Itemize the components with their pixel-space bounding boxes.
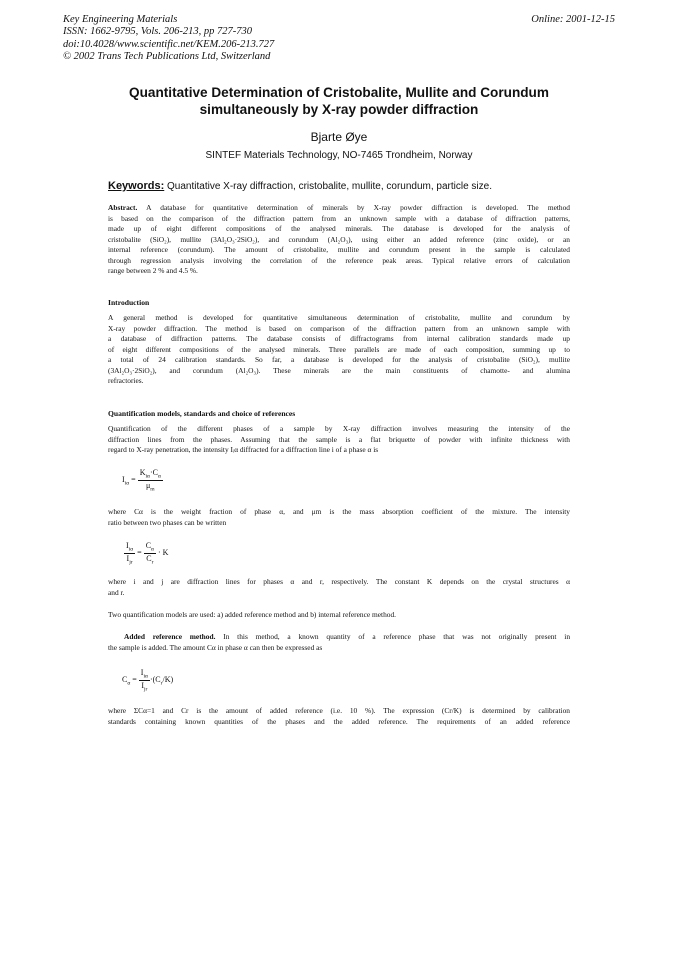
abstract-line: cristobalite (SiO₂), mullite (3Al₂O₃·2SiO₂), and corundum (Al₂O₃), using either an added reference (zinc oxide), or an xyxy=(108,234,570,244)
abstract xyxy=(108,203,570,277)
keywords xyxy=(108,180,492,192)
added-reference-label: Added reference method. xyxy=(124,632,216,641)
final-text xyxy=(108,706,570,727)
copyright-line: © 2002 Trans Tech Publications Ltd, Switzerland xyxy=(63,51,271,63)
text-line: and r. xyxy=(108,587,125,597)
paper-title xyxy=(70,84,608,118)
abstract-line: made up of eight different compositions of the analysed minerals. The database is developed for the analysis of xyxy=(108,224,570,233)
text-line: the sample is added. The amount Cα in phase α can then be expressed as xyxy=(108,642,323,652)
introduction-text xyxy=(108,313,570,387)
models-sentence: Two quantification models are used: a) added reference method and b) internal reference method. xyxy=(108,610,396,619)
intro-line: a total of 24 calibration standards. So far, a database is developed for the analysis of cristobalite (SiO₂), mullite xyxy=(108,355,570,364)
issn-line: ISSN: 1662-9795, Vols. 206-213, pp 727-730 xyxy=(63,26,252,38)
intro-line: (3Al₂O₃·2SiO₂), and corundum (Al₂O₃). These minerals are the main constituents of chamotte- and alumina xyxy=(108,365,570,375)
abstract-line: range between 2 % and 4.5 %. xyxy=(108,266,198,275)
intro-line: a database of diffraction patterns. The database consists of diffractograms from internal calibration standards made up xyxy=(108,334,570,343)
intro-line: refractories. xyxy=(108,376,144,385)
equation-3: $C_\alpha$ = $\frac{I_{i\alpha}}{I_{jr}}$ $\cdot(C_r/K)$ xyxy=(122,668,174,693)
models-line: regard to X-ray penetration, the intensity Iᵢα diffracted for a diffraction line i of a phase α is xyxy=(108,445,379,454)
text-line: standards containing known quantities of the phases and the added reference. The requirements of an added reference xyxy=(108,716,570,726)
equation-2: $\frac{I_{i\alpha}}{I_{jr}}$ = $\frac{C_\alpha}{C_r}$ · K xyxy=(126,541,169,566)
after-equation-2-text xyxy=(108,577,570,598)
journal-name: Key Engineering Materials xyxy=(63,14,178,25)
text-line: ratio between two phases can be written xyxy=(108,517,227,527)
after-equation-1-text xyxy=(108,507,570,528)
title-line-1: Quantitative Determination of Cristobalite, Mullite and Corundum xyxy=(129,85,549,100)
online-date: Online: 2001-12-15 xyxy=(531,14,615,25)
models-text xyxy=(108,424,570,456)
abstract-line: internal reference (corundum). The amount of cristobalite, mullite and corundum present in the sample is calculated xyxy=(108,245,570,254)
added-reference-text: Added reference method. In this method, a known quantity of a reference phase that was not originally present in the sample is added. The amount Cα in phase α can then be expressed as xyxy=(108,632,571,652)
models-line: Quantification of the different phases of a sample by X-ray diffraction involves measuring the intensity of the xyxy=(108,424,570,433)
text-line: where i and j are diffraction lines for phases α and r, respectively. The constant K depends on the crystal structures α xyxy=(108,577,570,586)
abstract-label: Abstract. xyxy=(108,203,138,212)
equation-1: $I_{i\alpha}$ = $\frac{K_{i\alpha}\cdot C_\alpha}{\mu_m}$ xyxy=(122,468,161,493)
doi-line[interactable]: doi:10.4028/www.scientific.net/KEM.206-213.727 xyxy=(63,38,275,50)
abstract-line: A database for quantitative determination of minerals by X-ray powder diffraction is developed. The method xyxy=(137,203,570,212)
journal-header xyxy=(63,14,274,64)
keywords-text: Quantitative X-ray diffraction, cristobalite, mullite, corundum, particle size. xyxy=(164,181,492,192)
models-line: diffraction lines from the phases. Assuming that the sample is a flat briquette of powder with infinite thickness with xyxy=(108,434,570,444)
affiliation: SINTEF Materials Technology, NO-7465 Trondheim, Norway xyxy=(205,150,473,161)
author-name: Bjarte Øye xyxy=(310,130,368,144)
keywords-label: Keywords: xyxy=(108,180,165,192)
introduction-heading: Introduction xyxy=(108,298,150,307)
models-heading: Quantification models, standards and choice of references xyxy=(108,409,296,418)
intro-line: A general method is developed for quantitative simultaneous determination of cristobalite, mullite and corundum by xyxy=(108,313,570,322)
abstract-line: is based on the comparison of the diffraction pattern from an unknown sample with a database of diffraction patterns, xyxy=(108,213,570,223)
abstract-line: through regression analysis involving the correlation of the reference peak areas. Typical relative errors of calculation xyxy=(108,255,570,265)
intro-line: of eight different compositions of the analysed minerals. Three parallels are made of each composition, summing up to xyxy=(108,344,570,354)
text-line: where Cα is the weight fraction of phase α, and μm is the mass absorption coefficient of the mixture. The intensity xyxy=(108,507,570,516)
title-line-2: simultaneously by X-ray powder diffraction xyxy=(199,102,479,117)
text-line: where ΣCα=1 and Cr is the amount of added reference (i.e. 10 %). The expression (Cr/K) is determined by calibration xyxy=(108,706,570,715)
intro-line: X-ray powder diffraction. The method is based on comparison of the diffraction pattern from an unknown sample with xyxy=(108,323,570,333)
